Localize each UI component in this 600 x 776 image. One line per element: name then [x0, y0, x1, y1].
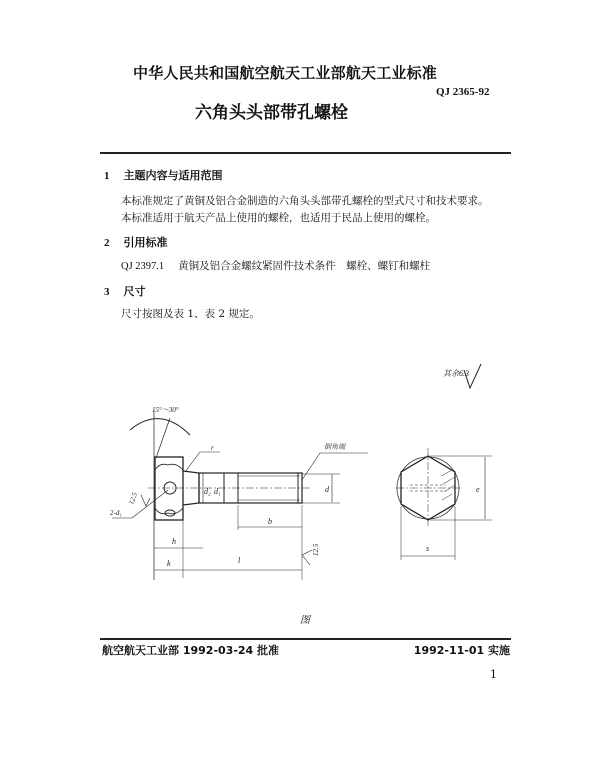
footer-rule [100, 638, 511, 640]
page-number: 1 [490, 668, 497, 681]
svg-text:2-d₁: 2-d₁ [110, 509, 122, 517]
section-1-para-1: 本标准规定了黄铜及铝合金制造的六角头头部带孔螺栓的型式尺寸和技术要求。 [121, 195, 489, 207]
issuer-heading: 中华人民共和国航空航天工业部航天工业标准 [133, 64, 438, 82]
section-1-para-2: 本标准适用于航天产品上使用的螺栓，也适用于民品上使用的螺栓。 [121, 212, 436, 224]
reference-entry: QJ 2397.1 黄铜及铝合金螺纹紧固件技术条件 螺栓、螺钉和螺柱 [121, 260, 431, 272]
svg-text:d₂: d₂ [204, 487, 211, 496]
chamfer-label: 倒角端 [324, 443, 345, 451]
svg-text:d: d [325, 485, 329, 494]
effective-date: 1992-11-01 实施 [413, 644, 510, 657]
svg-text:h: h [172, 537, 176, 546]
roughness-note: 其余6.3 [443, 369, 469, 378]
standard-number: QJ 2365-92 [436, 86, 490, 98]
angle-arc [130, 419, 190, 435]
svg-text:12.5: 12.5 [127, 491, 140, 506]
angle-label: 15°～30° [152, 406, 179, 414]
section-1-heading: 1 主题内容与适用范围 [104, 169, 223, 182]
svg-text:l: l [238, 556, 241, 565]
section-2-heading: 2 引用标准 [104, 236, 168, 249]
svg-text:12.5: 12.5 [312, 543, 320, 556]
svg-text:d₁: d₁ [214, 487, 221, 496]
svg-text:k: k [167, 559, 171, 568]
svg-text:e: e [476, 485, 480, 494]
approval-date: 航空航天工业部 1992-03-24 批准 [102, 644, 280, 657]
document-title: 六角头头部带孔螺栓 [195, 103, 348, 123]
svg-text:s: s [426, 544, 430, 553]
section-3-heading: 3 尺寸 [104, 285, 146, 298]
svg-text:r: r [211, 444, 214, 452]
section-3-para-1: 尺寸按图及表 1、表 2 规定。 [121, 308, 260, 320]
figure-caption: 图 [300, 615, 310, 626]
svg-text:b: b [268, 517, 272, 526]
